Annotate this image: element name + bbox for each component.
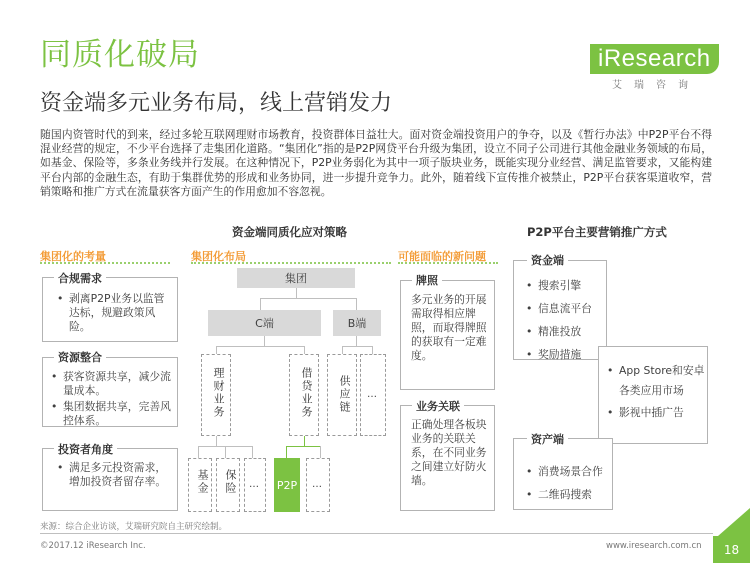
- fund-node: [188, 458, 212, 512]
- b-more-node: [360, 354, 386, 436]
- source-note: 来源：综合企业访谈，艾瑞研究院自主研究绘制。: [40, 522, 228, 532]
- tree-line: [342, 346, 343, 354]
- tree-line: [216, 436, 217, 446]
- tree-line: [286, 446, 287, 458]
- group-node: 集团: [237, 268, 355, 288]
- c-more-label: …: [249, 479, 259, 490]
- list-item: • 精准投放: [526, 321, 592, 342]
- right-panel-title: P2P平台主要营销推广方式: [527, 225, 667, 239]
- lending-more-node: [306, 458, 330, 512]
- tree-line: [252, 446, 253, 458]
- list-item: • 奖励措施: [526, 344, 592, 365]
- iresearch-logo: [590, 40, 730, 100]
- business-link-box: [400, 405, 495, 511]
- col2-divider: [191, 262, 391, 264]
- page-number: 18: [713, 536, 750, 563]
- list-item: • 获客资源共享，减少流量成本。: [51, 370, 175, 398]
- insurance-label: 保险: [224, 469, 237, 495]
- asset-end-box: [513, 438, 613, 510]
- b-end-node: B端: [333, 310, 381, 336]
- logo-text: iResearch: [590, 44, 719, 74]
- lending-node: [289, 354, 319, 436]
- fund-end-tag: 资金端: [527, 252, 568, 268]
- tree-line: [304, 346, 305, 354]
- wealth-mgmt-node: [201, 354, 231, 436]
- footer-divider: [40, 533, 713, 534]
- tree-line: [264, 336, 265, 346]
- wealth-mgmt-label: 理财业务: [212, 367, 225, 419]
- list-item: • 集团数据共享，完善风控体系。: [51, 400, 175, 428]
- tree-line: [356, 298, 357, 310]
- resource-box: [42, 357, 178, 427]
- tree-line: [260, 298, 356, 299]
- tree-line: [260, 298, 261, 310]
- app-channels-bullets: [607, 361, 705, 425]
- col1-divider: [40, 262, 170, 264]
- tree-line: [216, 346, 217, 354]
- resource-bullets: [51, 370, 175, 430]
- col1-header: 集团化的考量: [40, 250, 106, 263]
- logo-subtext: 艾瑞咨询: [612, 80, 700, 91]
- page-title: 同质化破局: [40, 37, 200, 73]
- tree-line: [198, 446, 199, 458]
- col3-header: 可能面临的新问题: [398, 250, 486, 263]
- list-item: • 影视中插广告: [607, 403, 705, 423]
- left-panel-title: 资金端同质化应对策略: [232, 225, 347, 239]
- list-item: • 消费场景合作: [526, 461, 603, 482]
- investor-bullets: [57, 461, 175, 491]
- fund-end-bullets: [526, 275, 592, 367]
- col3-divider: [398, 262, 498, 264]
- compliance-tag: 合规需求: [54, 270, 106, 286]
- resource-tag: 资源整合: [54, 349, 106, 365]
- insurance-node: [216, 458, 240, 512]
- list-item: • 剥离P2P业务以监管达标，规避政策风险。: [57, 292, 173, 334]
- app-channels-box: [598, 346, 708, 444]
- page-subtitle: 资金端多元业务布局，线上营销发力: [40, 91, 393, 116]
- col2-header: 集团化布局: [191, 250, 246, 263]
- list-item: • 信息流平台: [526, 298, 592, 319]
- tree-line: [320, 446, 321, 458]
- lending-label: 借贷业务: [300, 367, 313, 419]
- intro-paragraph: 随国内资管时代的到来，经过多轮互联网理财市场教育，投资群体日益壮大。面对资金端投资用户的争夺，以及《暂行办法》中P2P平台不得混业经营的规定，不少平台选择了走集团化道路。“集团化”指的是P2P网贷平台升级为集团，设立不同子公司进行其他金融业务领域的布局，如基金、保险等，多条业务线并行发展。在这种情况下，P2P业务弱化为其中一项子版块业务，既能实现分业经营、满足监管要求，又能构建平台内部的金融生态，有助于集群优势的形成和业务协同，进一步提升竞争力。此外，随着线下宣传推介被禁止，P2P平台获客渠道收窄，营销策略和推广方式在流量获客方面产生的作用愈加不容忽视。: [40, 128, 712, 198]
- investor-box: [42, 448, 178, 511]
- c-end-node: C端: [208, 310, 321, 336]
- license-text: 多元业务的开展需取得相应牌照，而取得牌照的获取有一定难度。: [411, 293, 487, 362]
- tree-line: [286, 446, 320, 447]
- website-url: www.iresearch.com.cn: [606, 541, 702, 551]
- tree-line: [342, 346, 372, 347]
- business-link-tag: 业务关联: [412, 398, 464, 414]
- supply-chain-node: [327, 354, 357, 436]
- business-link-text: 正确处理各板块业务的关联关系，在不同业务之间建立好防火墙。: [411, 418, 487, 487]
- lending-more-label: …: [312, 479, 322, 490]
- tree-line: [356, 336, 357, 346]
- list-item: • 满足多元投资需求，增加投资者留存率。: [57, 461, 175, 489]
- c-more-node: [244, 458, 266, 512]
- p2p-node: P2P: [274, 458, 300, 512]
- asset-end-bullets: [526, 461, 603, 507]
- list-item: • App Store和安卓各类应用市场: [607, 361, 705, 401]
- tree-line: [225, 446, 226, 458]
- supply-chain-label: 供应链: [338, 375, 351, 414]
- investor-tag: 投资者角度: [54, 441, 117, 457]
- list-item: • 搜索引擎: [526, 275, 592, 296]
- license-box: [400, 280, 495, 390]
- corner-decoration: [718, 508, 750, 536]
- copyright: ©2017.12 iResearch Inc.: [40, 541, 146, 551]
- asset-end-tag: 资产端: [527, 431, 568, 447]
- fund-label: 基金: [196, 469, 209, 495]
- compliance-box: [42, 277, 178, 342]
- tree-line: [216, 346, 304, 347]
- b-more-label: …: [367, 389, 377, 400]
- list-item: • 二维码搜索: [526, 484, 603, 505]
- tree-line: [296, 288, 297, 298]
- fund-end-box: [513, 260, 607, 360]
- compliance-bullets: [57, 292, 173, 336]
- tree-line: [304, 436, 305, 446]
- tree-line: [372, 346, 373, 354]
- license-tag: 牌照: [412, 272, 442, 288]
